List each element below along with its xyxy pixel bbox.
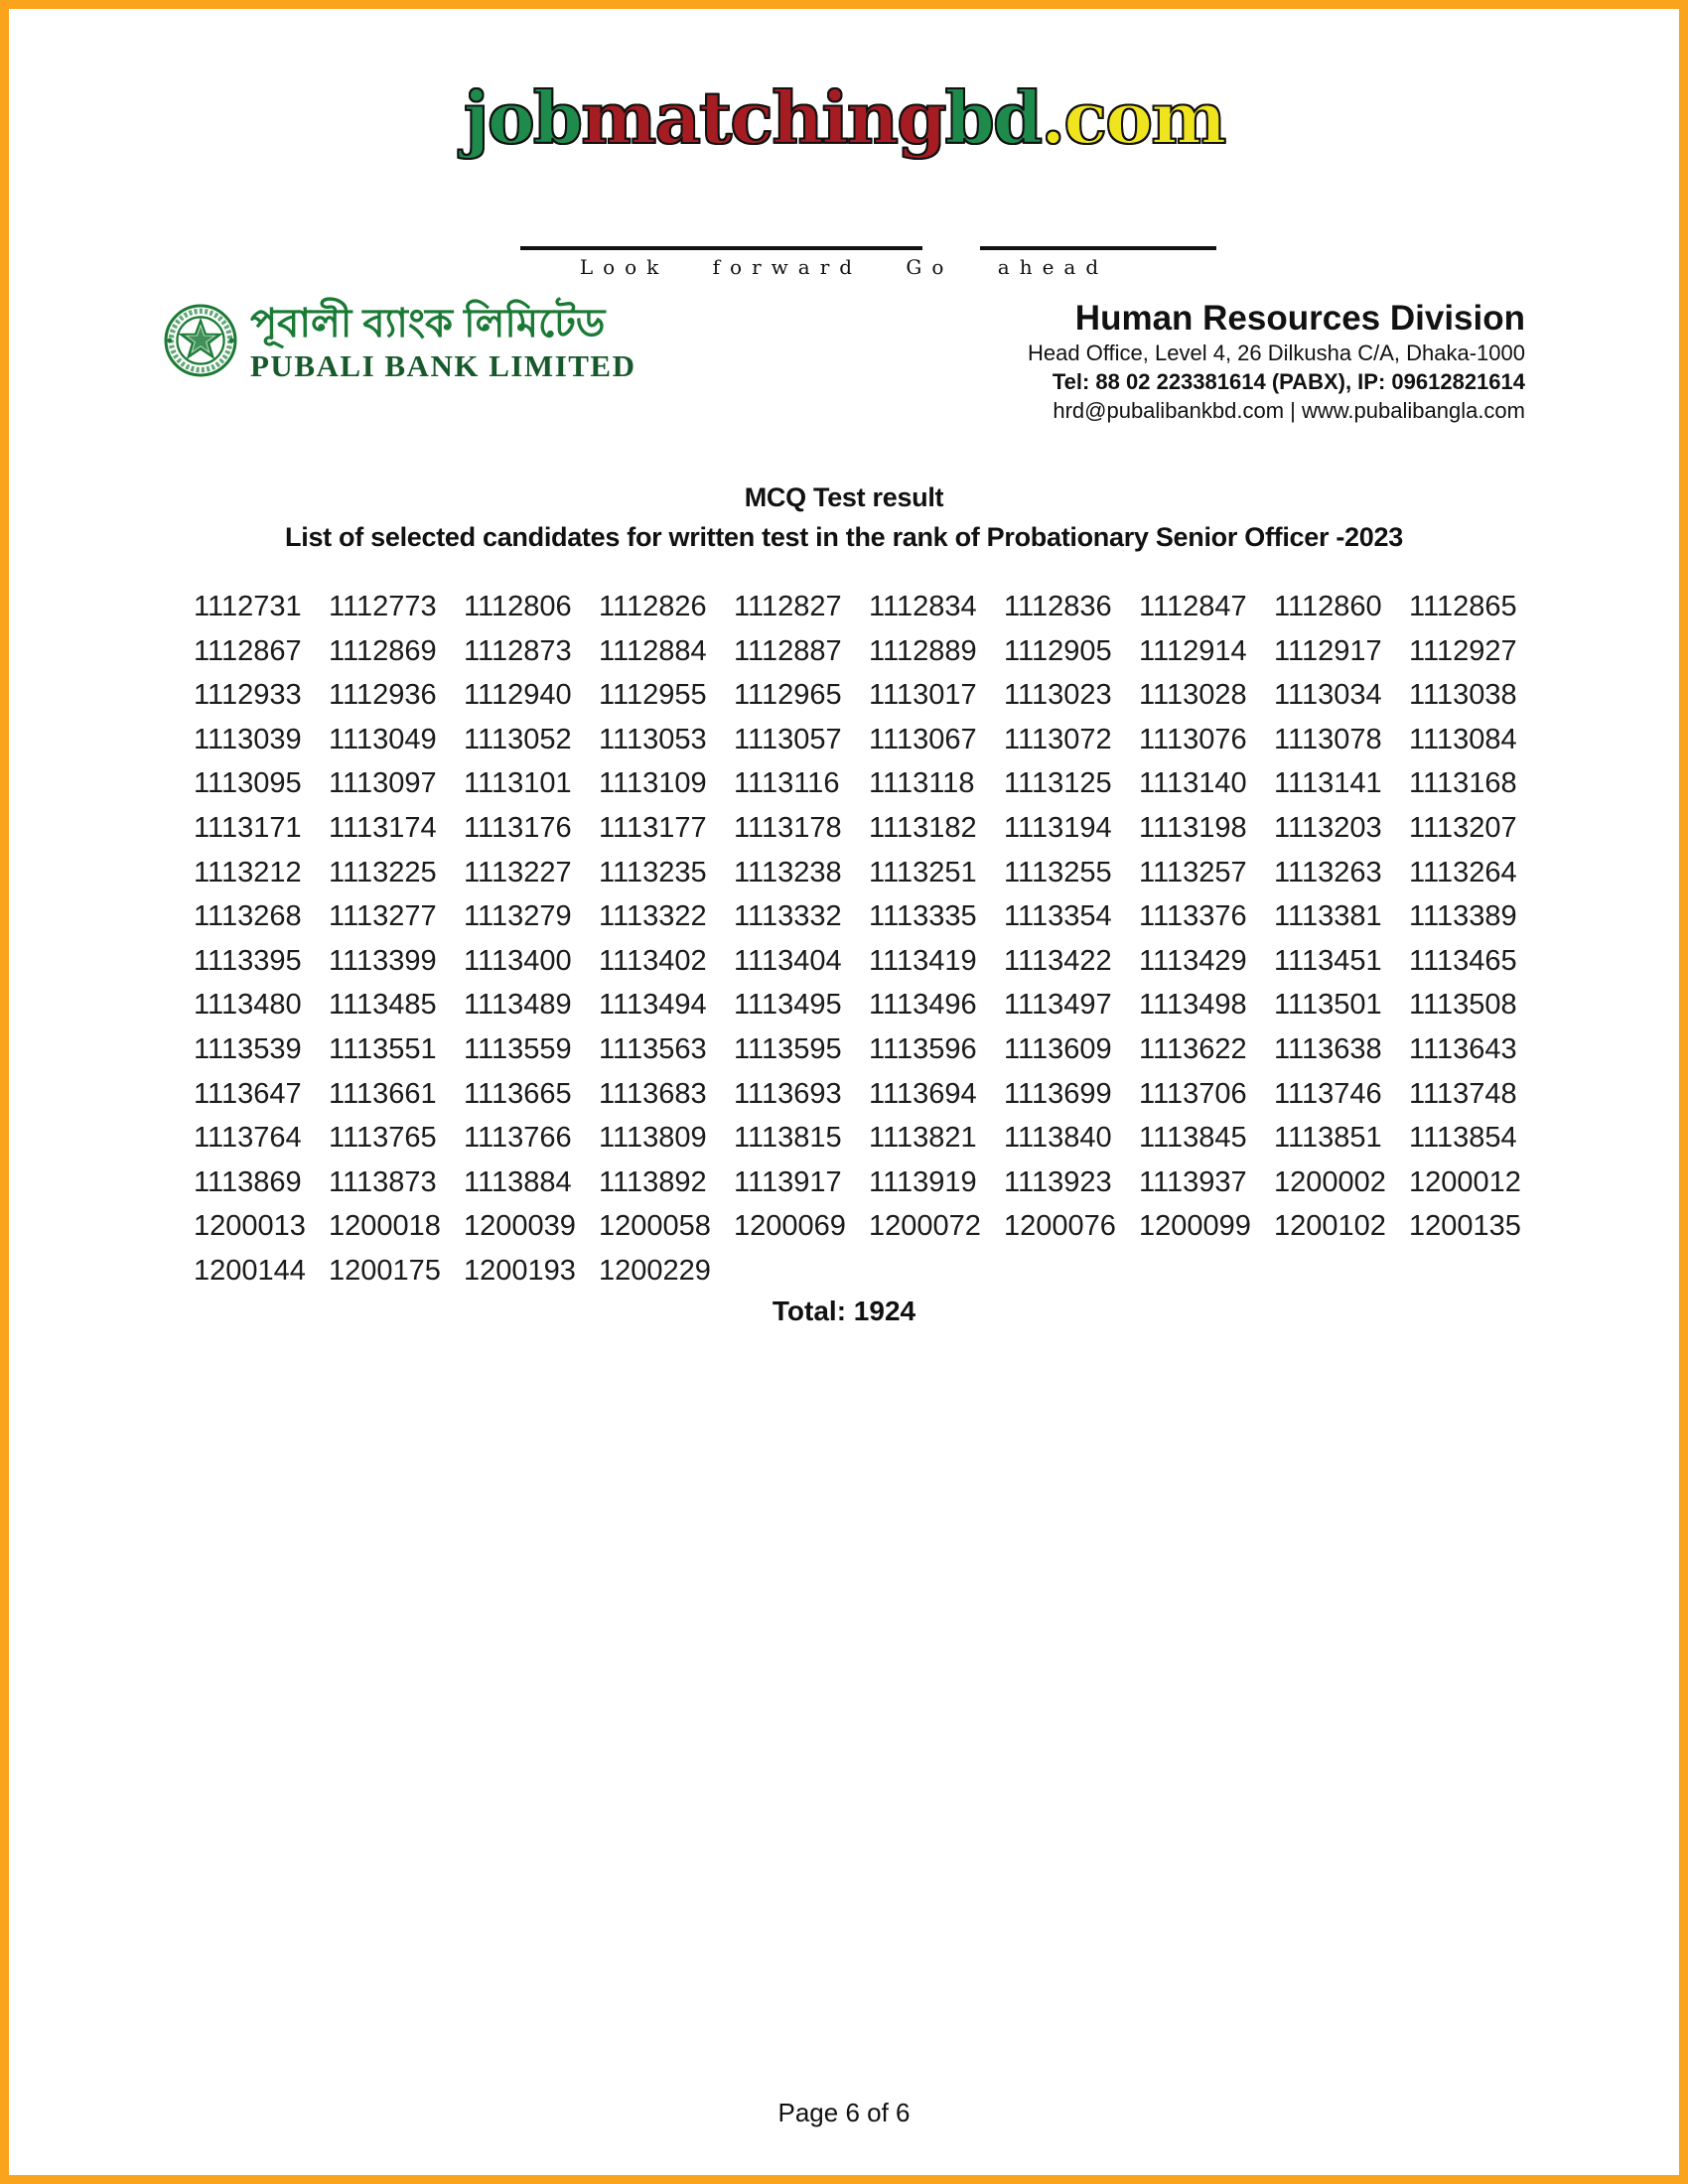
roll-number: 1200069 [734, 1210, 846, 1243]
roll-number: 1113389 [1409, 900, 1517, 933]
roll-number: 1113207 [1409, 811, 1517, 844]
roll-number: 1113643 [1409, 1032, 1517, 1065]
roll-number: 1112955 [599, 679, 707, 712]
roll-number: 1113422 [1004, 944, 1112, 977]
roll-number: 1113765 [329, 1122, 437, 1155]
roll-number: 1113884 [464, 1165, 572, 1198]
bank-identity-block [163, 301, 636, 384]
roll-number: 1113212 [194, 856, 302, 888]
roll-number: 1113116 [734, 767, 840, 800]
roll-number: 1113873 [329, 1165, 437, 1198]
roll-number: 1113168 [1409, 767, 1517, 800]
total-count: Total: 1924 [772, 1296, 916, 1326]
roll-number: 1113067 [869, 723, 977, 755]
roll-number: 1113332 [734, 900, 842, 933]
roll-number: 1113101 [464, 767, 572, 800]
roll-number: 1112889 [869, 634, 977, 667]
roll-number: 1113551 [329, 1032, 437, 1065]
roll-number: 1113429 [1139, 944, 1247, 977]
roll-number: 1113495 [734, 989, 842, 1022]
roll-number: 1112773 [329, 591, 437, 622]
site-logo-tagline: Look forward Go ahead [579, 255, 1109, 279]
roll-number: 1113182 [869, 811, 977, 844]
roll-number: 1113078 [1274, 723, 1382, 755]
roll-number: 1113559 [464, 1032, 572, 1065]
roll-number: 1113501 [1274, 989, 1382, 1022]
roll-number: 1113451 [1274, 944, 1382, 977]
page-number: Page 6 of 6 [777, 2098, 911, 2127]
logo-underline-left [520, 246, 922, 250]
roll-number: 1113919 [869, 1165, 977, 1198]
roll-number: 1113076 [1139, 723, 1247, 755]
roll-number: 1200058 [599, 1210, 711, 1243]
roll-number: 1200099 [1139, 1210, 1251, 1243]
roll-number: 1113746 [1274, 1077, 1382, 1110]
roll-number: 1113053 [599, 723, 707, 755]
roll-number: 1113693 [734, 1077, 842, 1110]
roll-number: 1112827 [734, 591, 842, 622]
roll-number: 1113496 [869, 989, 977, 1022]
logo-part: .com [1041, 75, 1225, 160]
roll-number: 1200013 [194, 1210, 306, 1243]
roll-number: 1113109 [599, 767, 707, 800]
roll-number: 1113376 [1139, 900, 1247, 933]
roll-number: 1113400 [464, 944, 572, 977]
roll-number: 1112933 [194, 679, 302, 712]
roll-number: 1113465 [1409, 944, 1517, 977]
roll-number: 1113399 [329, 944, 437, 977]
roll-number: 1113255 [1004, 856, 1112, 888]
roll-number: 1113497 [1004, 989, 1112, 1022]
roll-number: 1113480 [194, 989, 302, 1022]
roll-number: 1113489 [464, 989, 572, 1022]
hr-division-email-web: hrd@pubalibankbd.com | www.pubalibangla.com [1053, 398, 1525, 424]
roll-number: 1113851 [1274, 1122, 1382, 1155]
roll-number: 1113125 [1004, 767, 1112, 800]
roll-number: 1112936 [329, 679, 437, 712]
roll-number: 1113494 [599, 989, 707, 1022]
roll-number: 1113937 [1139, 1165, 1247, 1198]
roll-number: 1113277 [329, 900, 437, 933]
roll-number: 1113923 [1004, 1165, 1112, 1198]
roll-number: 1113235 [599, 856, 707, 888]
roll-number: 1112869 [329, 634, 437, 667]
roll-number: 1113263 [1274, 856, 1382, 888]
roll-number: 1200039 [464, 1210, 576, 1243]
roll-number: 1113809 [599, 1122, 707, 1155]
roll-number: 1113072 [1004, 723, 1112, 755]
roll-number: 1113039 [194, 723, 302, 755]
roll-number: 1113706 [1139, 1077, 1247, 1110]
roll-number: 1113485 [329, 989, 437, 1022]
roll-number: 1113198 [1139, 811, 1247, 844]
roll-number: 1113766 [464, 1122, 572, 1155]
roll-number: 1113498 [1139, 989, 1247, 1022]
roll-number: 1113748 [1409, 1077, 1517, 1110]
roll-number: 1200076 [1004, 1210, 1116, 1243]
roll-number: 1200175 [329, 1254, 441, 1287]
roll-number: 1113892 [599, 1165, 707, 1198]
site-logo [9, 75, 1679, 279]
roll-number: 1112806 [464, 591, 572, 622]
roll-number: 1200002 [1274, 1165, 1386, 1198]
roll-number: 1112927 [1409, 634, 1517, 667]
roll-number: 1113257 [1139, 856, 1247, 888]
roll-number: 1113225 [329, 856, 437, 888]
logo-underline [505, 246, 1220, 250]
roll-number: 1113052 [464, 723, 572, 755]
roll-number: 1113095 [194, 767, 302, 800]
roll-number: 1112860 [1274, 591, 1382, 622]
roll-number: 1200135 [1409, 1210, 1521, 1243]
roll-number: 1113023 [1004, 679, 1112, 712]
logo-part: bd [944, 75, 1042, 160]
roll-number: 1113661 [329, 1077, 437, 1110]
roll-number: 1113264 [1409, 856, 1517, 888]
roll-number: 1112731 [194, 591, 302, 622]
roll-number: 1112826 [599, 591, 707, 622]
roll-number: 1113609 [1004, 1032, 1112, 1065]
roll-number: 1113176 [464, 811, 572, 844]
roll-number: 1113118 [869, 767, 975, 800]
roll-number: 1113268 [194, 900, 302, 933]
roll-number: 1113251 [869, 856, 977, 888]
roll-number: 1113596 [869, 1032, 977, 1065]
hr-division-phone: Tel: 88 02 223381614 (PABX), IP: 09612821614 [1052, 369, 1525, 395]
roll-number: 1113049 [329, 723, 437, 755]
roll-number: 1113622 [1139, 1032, 1247, 1065]
roll-number: 1113647 [194, 1077, 302, 1110]
roll-number: 1112873 [464, 634, 572, 667]
roll-number: 1113354 [1004, 900, 1112, 933]
roll-number: 1113057 [734, 723, 842, 755]
roll-number: 1113845 [1139, 1122, 1247, 1155]
roll-number: 1200229 [599, 1254, 711, 1287]
roll-number: 1113171 [194, 811, 302, 844]
roll-number: 1200102 [1274, 1210, 1386, 1243]
roll-number: 1200018 [329, 1210, 441, 1243]
logo-part: matching [581, 75, 945, 160]
roll-number: 1113595 [734, 1032, 842, 1065]
roll-number: 1113815 [734, 1122, 842, 1155]
hr-division-address: Head Office, Level 4, 26 Dilkusha C/A, Dhaka-1000 [1028, 341, 1525, 366]
roll-number: 1112865 [1409, 591, 1517, 622]
roll-number: 1200012 [1409, 1165, 1521, 1198]
roll-number-grid [194, 593, 1544, 1301]
roll-number: 1113381 [1274, 900, 1382, 933]
roll-number: 1113028 [1139, 679, 1247, 712]
roll-number: 1113034 [1274, 679, 1382, 712]
site-logo-wordmark [9, 75, 1679, 160]
roll-number: 1113508 [1409, 989, 1517, 1022]
roll-number: 1113665 [464, 1077, 572, 1110]
roll-number: 1113084 [1409, 723, 1517, 755]
roll-number: 1113402 [599, 944, 707, 977]
roll-number: 1113140 [1139, 767, 1247, 800]
roll-number: 1112834 [869, 591, 977, 622]
roll-number: 1113038 [1409, 679, 1517, 712]
hr-division-block [1028, 299, 1525, 425]
roll-number: 1112940 [464, 679, 572, 712]
roll-number: 1112914 [1139, 634, 1247, 667]
roll-number: 1112867 [194, 634, 302, 667]
roll-number: 1113141 [1274, 767, 1382, 800]
roll-number: 1113238 [734, 856, 842, 888]
roll-number: 1113821 [869, 1122, 977, 1155]
roll-number: 1113194 [1004, 811, 1112, 844]
roll-number: 1113694 [869, 1077, 977, 1110]
roll-number: 1113178 [734, 811, 842, 844]
roll-number: 1113395 [194, 944, 302, 977]
roll-number: 1112847 [1139, 591, 1247, 622]
roll-number: 1113017 [869, 679, 977, 712]
document-subtitle: List of selected candidates for written test in the rank of Probationary Senior Officer -2023 [285, 522, 1403, 552]
roll-number: 1113404 [734, 944, 842, 977]
logo-part: job [463, 75, 582, 160]
roll-number: 1113322 [599, 900, 707, 933]
roll-number: 1113177 [599, 811, 707, 844]
roll-number: 1113227 [464, 856, 572, 888]
roll-number: 1113854 [1409, 1122, 1517, 1155]
roll-number: 1113203 [1274, 811, 1382, 844]
roll-number: 1113539 [194, 1032, 302, 1065]
roll-number: 1113917 [734, 1165, 842, 1198]
roll-number: 1113683 [599, 1077, 707, 1110]
roll-number: 1112905 [1004, 634, 1112, 667]
roll-number: 1113869 [194, 1165, 302, 1198]
bank-name-english: PUBALI BANK LIMITED [250, 348, 636, 383]
roll-number: 1113764 [194, 1122, 302, 1155]
roll-number: 1200144 [194, 1254, 306, 1287]
roll-number: 1113097 [329, 767, 437, 800]
roll-number: 1113638 [1274, 1032, 1382, 1065]
pubali-bank-seal-icon [163, 303, 238, 378]
roll-number: 1112887 [734, 634, 842, 667]
roll-number: 1113279 [464, 900, 572, 933]
document-title: MCQ Test result [744, 482, 944, 512]
roll-number: 1112836 [1004, 591, 1112, 622]
roll-number: 1113335 [869, 900, 977, 933]
roll-number: 1112965 [734, 679, 842, 712]
roll-number: 1113563 [599, 1032, 707, 1065]
logo-underline-right [980, 246, 1216, 250]
hr-division-title: Human Resources Division [1074, 299, 1525, 338]
roll-number: 1200072 [869, 1210, 981, 1243]
roll-number: 1113419 [869, 944, 977, 977]
roll-number: 1113174 [329, 811, 437, 844]
roll-number: 1112917 [1274, 634, 1382, 667]
roll-number: 1113699 [1004, 1077, 1112, 1110]
roll-number: 1112884 [599, 634, 707, 667]
roll-number: 1200193 [464, 1254, 576, 1287]
bank-name-bengali: পূবালী ব্যাংক লিমিটেড [250, 302, 606, 345]
roll-number: 1113840 [1004, 1122, 1112, 1155]
